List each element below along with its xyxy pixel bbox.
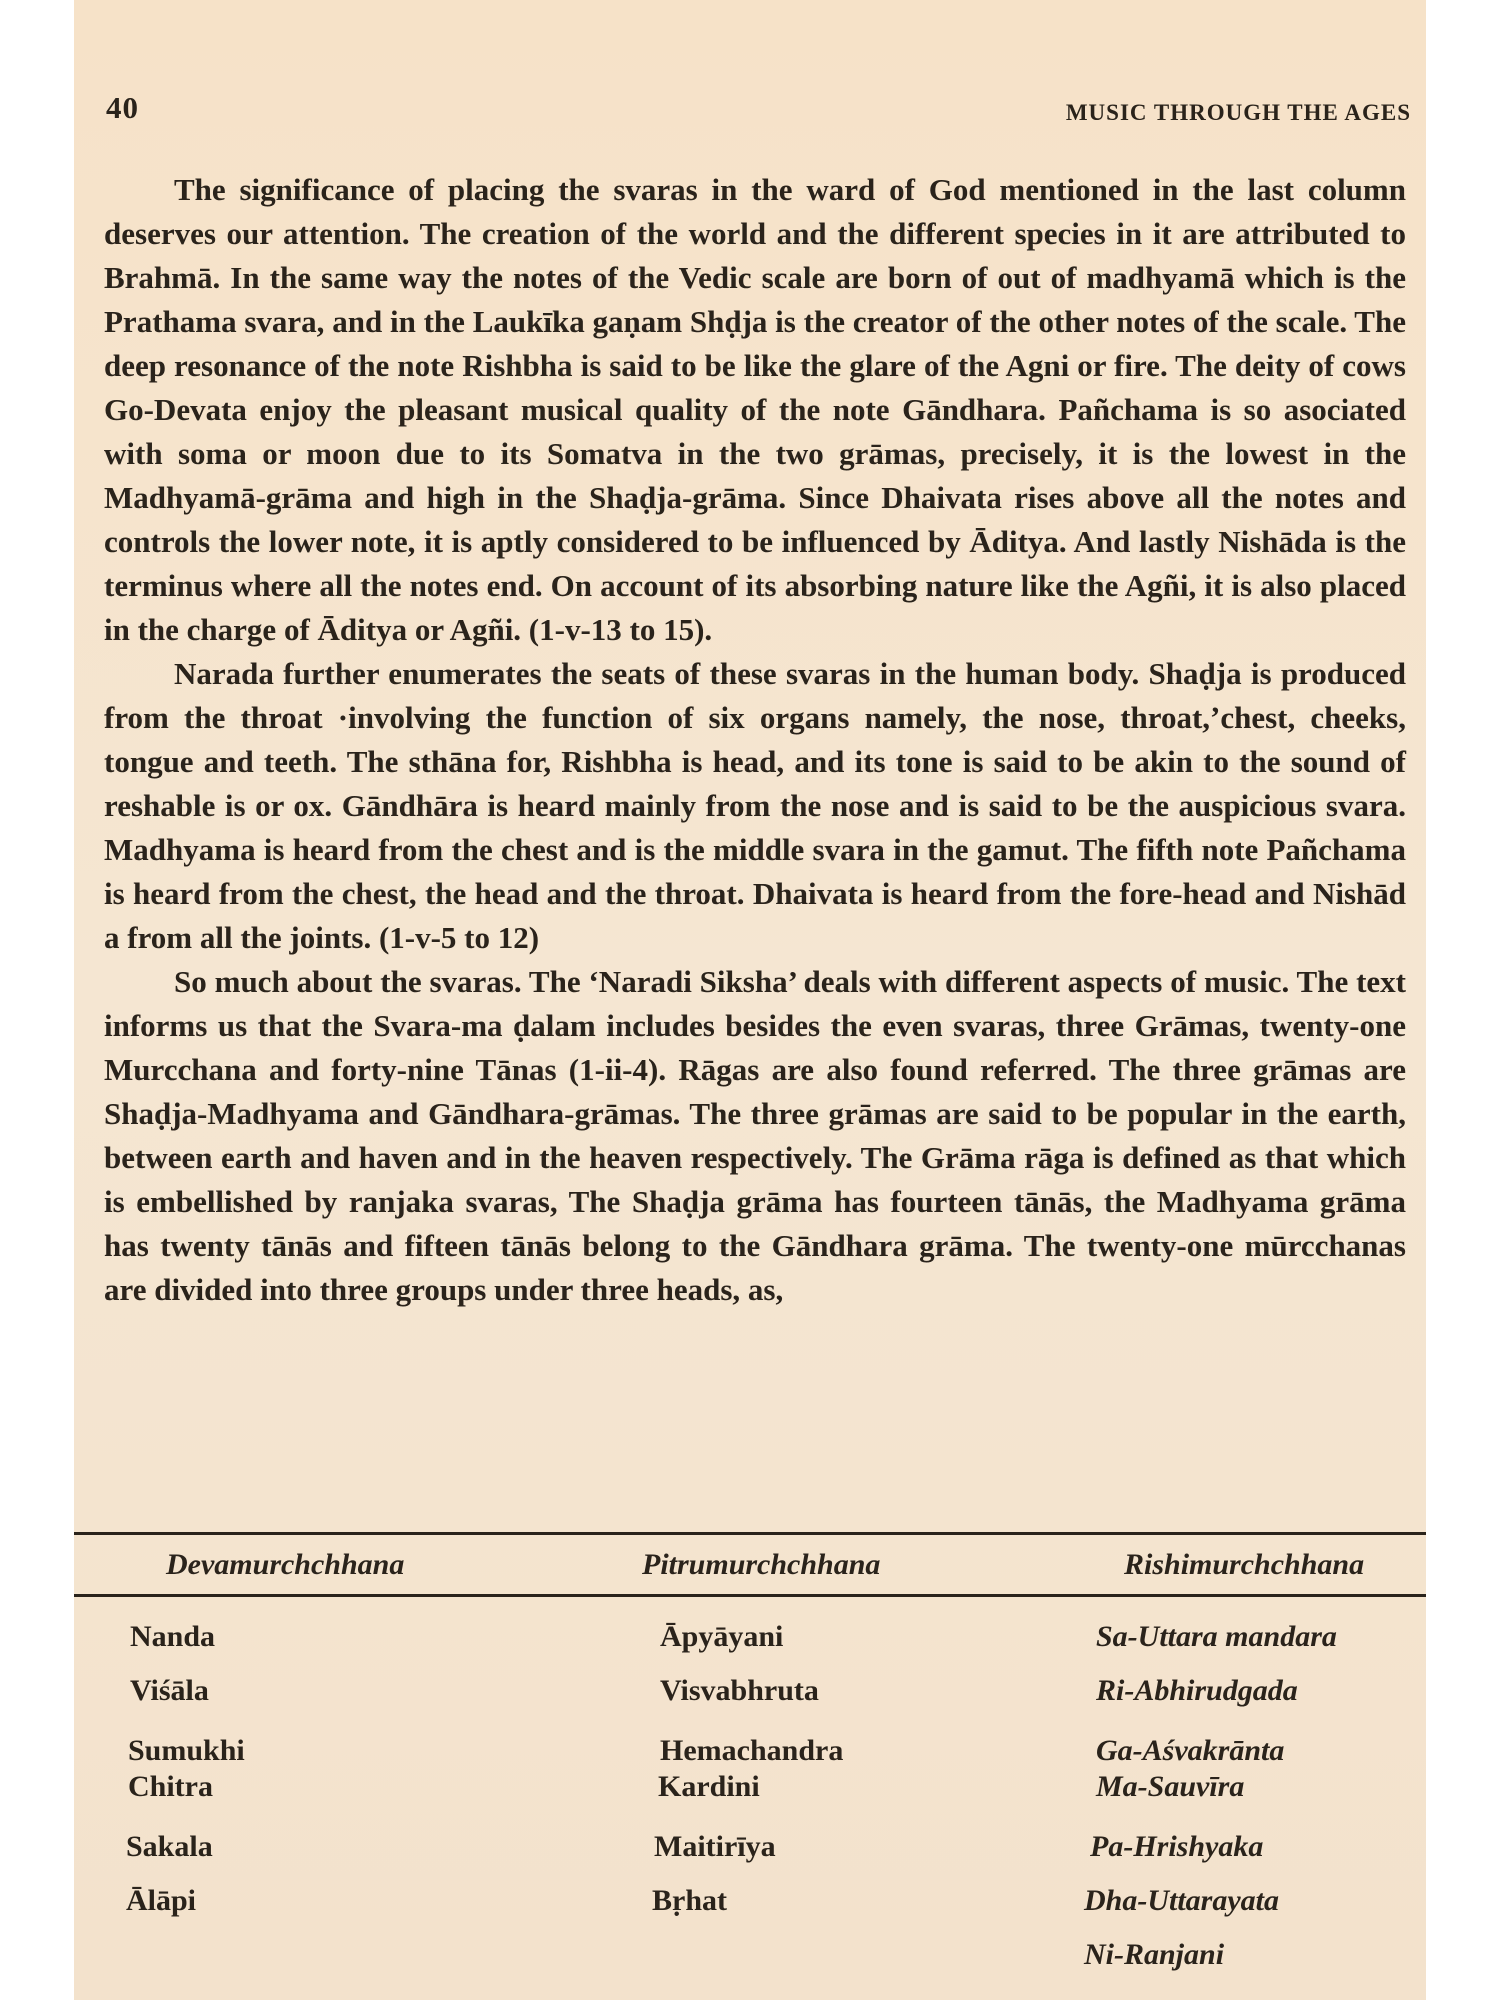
- table-cell: Nanda: [130, 1620, 216, 1653]
- table-cell: Kardini: [658, 1770, 760, 1803]
- page-number: 40: [106, 90, 139, 125]
- paragraph: Narada further enumerates the seats of these svaras in the human body. Shaḍja is produced from the throat ·involving the function of six organs namely, the nose, throat,ʼchest, cheeks, tongue and teeth. The sthāna for, Rishbha is head, and its tone is said to be akin to the sound of reshable is or ox. Gāndhāra is heard mainly from the nose and is said to be the auspicious svara. Madhyama is heard from the chest and is the middle svara in the gamut. The fifth note Pañchama is heard from the chest, the head and the throat. Dhaivata is heard from the fore-head and Nishād a from all the joints. (1-v-5 to 12): [104, 656, 1406, 955]
- table-cell: Sakala: [126, 1830, 213, 1863]
- column-header-pitrumurchchhana: Pitrumurchchhana: [642, 1548, 881, 1581]
- table-cell: Sa-Uttara mandara: [1096, 1620, 1337, 1653]
- table-cell: Viśāla: [130, 1674, 209, 1707]
- table-cell: Sumukhi: [128, 1734, 245, 1767]
- column-header-devamurchchhana: Devamurchchhana: [166, 1548, 405, 1581]
- table-cell: Āpyāyani: [660, 1620, 784, 1653]
- table-top-rule: [74, 1532, 1426, 1535]
- table-cell: Ni-Ranjani: [1084, 1938, 1225, 1971]
- book-page: [74, 0, 1426, 2000]
- table-cell: Ga-Aśvakrānta: [1096, 1734, 1285, 1767]
- table-cell: Ri-Abhirudgada: [1096, 1674, 1298, 1707]
- table-cell: Dha-Uttarayata: [1084, 1884, 1279, 1917]
- table-header-rule: [74, 1594, 1426, 1597]
- column-header-rishimurchchhana: Rishimurchchhana: [1124, 1548, 1365, 1581]
- table-cell: Ma-Sauvīra: [1096, 1770, 1245, 1803]
- body-text: [104, 168, 1406, 1312]
- table-cell: Ālāpi: [126, 1884, 197, 1917]
- table-cell: Chitra: [128, 1770, 213, 1803]
- paragraph: So much about the svaras. The ‘Naradi Siksha’ deals with different aspects of music. The text informs us that the Svara-ma ḍalam includes besides the even svaras, three Grāmas, twenty-one Murcchana and forty-nine Tānas (1-ii-4). Rāgas are also found referred. The three grāmas are Shaḍja-Madhyama and Gāndhara-grāmas. The three grāmas are said to be popular in the earth, between earth and haven and in the heaven respectively. The Grāma rāga is defined as that which is embellished by ranjaka svaras, The Shaḍja grāma has fourteen tānās, the Madhyama grāma has twenty tānās and fifteen tānās belong to the Gāndhara grāma. The twenty-one mūrcchanas are divided into three groups under three heads, as,: [104, 964, 1406, 1307]
- table-cell: Bṛhat: [652, 1884, 727, 1917]
- table-cell: Pa-Hrishyaka: [1090, 1830, 1264, 1863]
- table-cell: Maitirīya: [654, 1830, 776, 1863]
- running-title: MUSIC THROUGH THE AGES: [1065, 100, 1411, 125]
- table-cell: Visvabhruta: [660, 1674, 819, 1707]
- table-cell: Hemachandra: [660, 1734, 844, 1767]
- paragraph: The significance of placing the svaras in the ward of God mentioned in the last column deserves our attention. The creation of the world and the different species in it are attributed to Brahmā. In the same way the notes of the Vedic scale are born of out of madhyamā which is the Prathama svara, and in the Laukīka gaṇam Shḍja is the creator of the other notes of the scale. The deep resonance of the note Rishbha is said to be like the glare of the Agni or fire. The deity of cows Go-Devata enjoy the pleasant musical quality of the note Gāndhara. Pañchama is so asociated with soma or moon due to its Somatva in the two grāmas, precisely, it is the lowest in the Madhyamā-grāma and high in the Shaḍja-grāma. Since Dhaivata rises above all the notes and controls the lower note, it is aptly considered to be influenced by Āditya. And lastly Nishāda is the terminus where all the notes end. On account of its absorbing nature like the Agñi, it is also placed in the charge of Āditya or Agñi. (1-v-13 to 15).: [104, 172, 1406, 647]
